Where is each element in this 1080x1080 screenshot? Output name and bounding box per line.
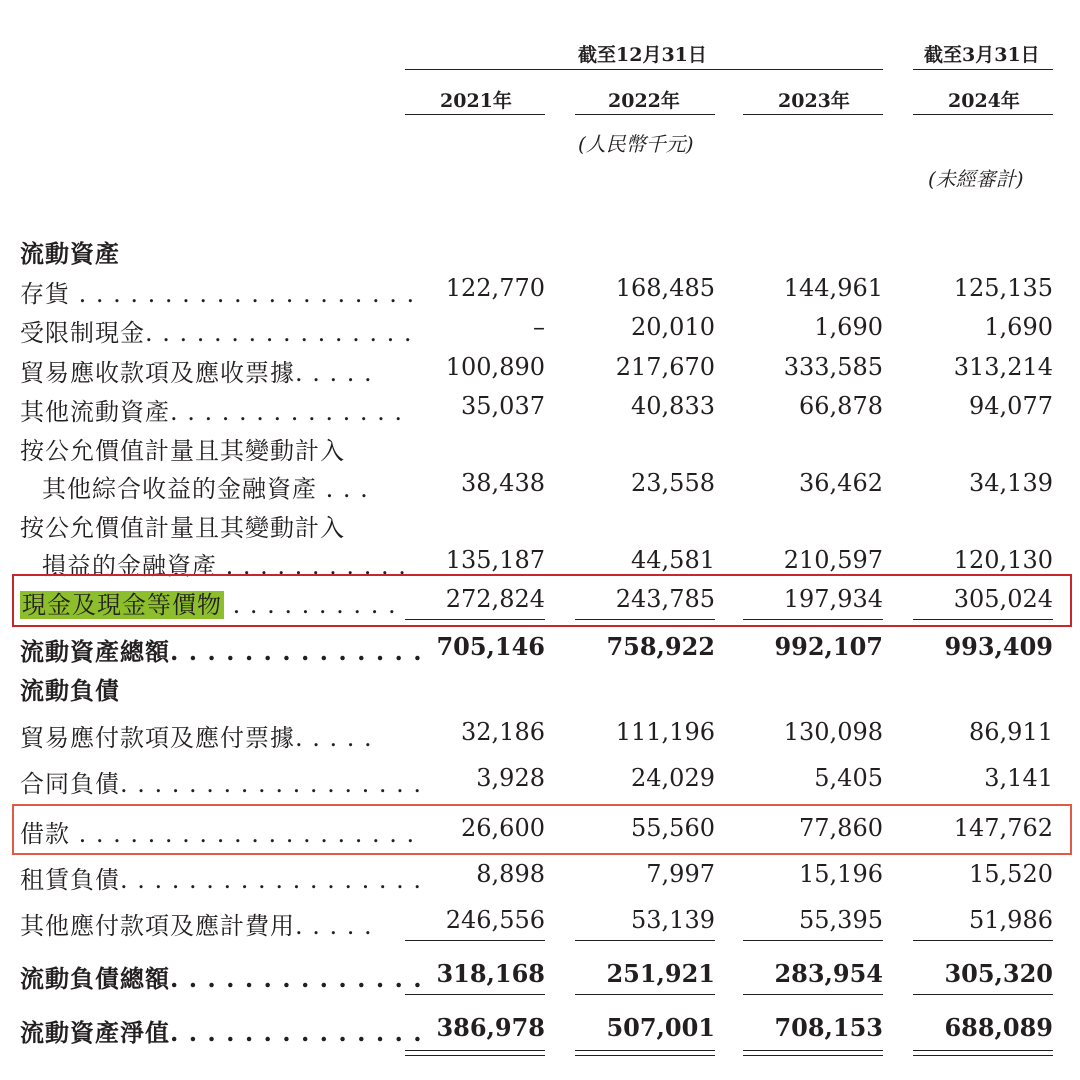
row-label-net-current-assets: 流動資產淨值. . . . . . . . . . . . . . <box>20 1018 423 1047</box>
header-rule <box>913 69 1053 70</box>
year-2022: 2022年 <box>608 90 680 112</box>
cell-2023: 66,878 <box>799 392 883 420</box>
subtotal-rule <box>405 940 545 941</box>
row-label: 其他流動資產. . . . . . . . . . . . . . <box>20 398 403 426</box>
cell-2021: 26,600 <box>461 814 545 842</box>
cell-2022: 217,670 <box>615 353 715 381</box>
cell-2024: 688,089 <box>944 1013 1053 1042</box>
row-label: 貿易應付款項及應付票據. . . . . <box>20 724 373 752</box>
cell-2021: 8,898 <box>476 860 545 888</box>
cell-2023: 708,153 <box>774 1013 883 1042</box>
double-rule <box>913 1050 1053 1051</box>
cell-2023: 15,196 <box>799 860 883 888</box>
row-label-cont: 損益的金融資產 . . . . . . . . . . . <box>42 552 407 580</box>
cell-2023: 992,107 <box>774 632 883 661</box>
row-label: 按公允價值計量且其變動計入 <box>20 437 345 465</box>
unaudited-note: (未經審計) <box>928 167 1024 191</box>
cell-2021: 386,978 <box>436 1013 545 1042</box>
cell-2023: 1,690 <box>814 313 883 341</box>
cell-2021: 3,928 <box>476 764 545 792</box>
cell-2022: 7,997 <box>646 860 715 888</box>
cell-2023: 333,585 <box>783 353 883 381</box>
cell-2023: 283,954 <box>774 959 883 988</box>
double-rule <box>913 1055 1053 1056</box>
cell-2024: 147,762 <box>953 814 1053 842</box>
year-2021: 2021年 <box>440 90 512 112</box>
year-rule <box>405 114 545 115</box>
cell-2024: 305,024 <box>953 585 1053 613</box>
cell-2022: 168,485 <box>615 274 715 302</box>
subtotal-rule <box>913 619 1053 620</box>
year-2024: 2024年 <box>948 90 1020 112</box>
row-label: 租賃負債. . . . . . . . . . . . . . . . . . <box>20 866 423 894</box>
cell-2024: 125,135 <box>953 274 1053 302</box>
header-group-dec31: 截至12月31日 <box>578 44 707 66</box>
cell-2023: 130,098 <box>783 718 883 746</box>
cell-2021: 38,438 <box>461 469 545 497</box>
row-label-cash <box>20 585 397 620</box>
year-2023: 2023年 <box>778 90 850 112</box>
year-rule <box>743 114 883 115</box>
cell-2023: 197,934 <box>783 585 883 613</box>
row-label: 其他應付款項及應計費用. . . . . <box>20 912 373 940</box>
cell-2021: 705,146 <box>436 632 545 661</box>
cell-2021: 35,037 <box>461 392 545 420</box>
cell-2024: 34,139 <box>969 469 1053 497</box>
double-rule <box>575 1050 715 1051</box>
subtotal-rule <box>913 994 1053 995</box>
cell-2022: 53,139 <box>631 906 715 934</box>
double-rule <box>405 1050 545 1051</box>
double-rule <box>575 1055 715 1056</box>
cell-2022: 24,029 <box>631 764 715 792</box>
cell-2022: 251,921 <box>606 959 715 988</box>
subtotal-rule <box>575 994 715 995</box>
cell-2024: 305,320 <box>944 959 1053 988</box>
cell-2024: 51,986 <box>969 906 1053 934</box>
subtotal-rule <box>405 619 545 620</box>
section-current-liabilities: 流動負債 <box>20 676 120 705</box>
row-label: 按公允價值計量且其變動計入 <box>20 514 345 542</box>
text-highlight: 現金及現金等價物 <box>22 591 222 619</box>
cell-2022: 111,196 <box>615 718 715 746</box>
double-rule <box>743 1055 883 1056</box>
cell-2022: 243,785 <box>615 585 715 613</box>
year-rule <box>913 114 1053 115</box>
header-group-mar31: 截至3月31日 <box>924 44 1040 66</box>
cell-2023: 210,597 <box>783 546 883 574</box>
cell-2021: 318,168 <box>436 959 545 988</box>
cell-2024: 993,409 <box>944 632 1053 661</box>
subtotal-rule <box>575 619 715 620</box>
row-label: 合同負債. . . . . . . . . . . . . . . . . . <box>20 770 423 798</box>
row-label-borrowings: 借款 . . . . . . . . . . . . . . . . . . . . <box>20 820 416 848</box>
cell-2024: 313,214 <box>953 353 1053 381</box>
cell-2022: 55,560 <box>631 814 715 842</box>
leader-dots: . . . . . . . . . . <box>224 591 397 619</box>
cell-2024: 1,690 <box>984 313 1053 341</box>
subtotal-rule <box>743 940 883 941</box>
cell-2021: – <box>533 313 545 341</box>
subtotal-rule <box>913 940 1053 941</box>
row-label: 存貨 . . . . . . . . . . . . . . . . . . . . <box>20 280 416 308</box>
cell-2022: 507,001 <box>606 1013 715 1042</box>
cell-2021: 272,824 <box>445 585 545 613</box>
double-rule <box>405 1055 545 1056</box>
cell-2021: 135,187 <box>445 546 545 574</box>
cell-2021: 246,556 <box>445 906 545 934</box>
cell-2021: 100,890 <box>445 353 545 381</box>
row-label: 受限制現金. . . . . . . . . . . . . . . . <box>20 319 413 347</box>
cell-2023: 144,961 <box>783 274 883 302</box>
double-rule <box>743 1050 883 1051</box>
subtotal-rule <box>405 994 545 995</box>
unit-note: (人民幣千元) <box>578 132 694 156</box>
cell-2023: 77,860 <box>799 814 883 842</box>
header-rule <box>405 69 883 70</box>
cell-2024: 120,130 <box>953 546 1053 574</box>
row-label-total-liabilities: 流動負債總額. . . . . . . . . . . . . . <box>20 964 423 993</box>
row-label-total-assets: 流動資產總額. . . . . . . . . . . . . . <box>20 637 423 666</box>
cell-2022: 23,558 <box>631 469 715 497</box>
section-current-assets: 流動資產 <box>20 239 120 268</box>
cell-2023: 36,462 <box>799 469 883 497</box>
row-label: 貿易應收款項及應收票據. . . . . <box>20 359 373 387</box>
cell-2023: 5,405 <box>814 764 883 792</box>
cell-2023: 55,395 <box>799 906 883 934</box>
cell-2022: 40,833 <box>631 392 715 420</box>
row-label-cont: 其他綜合收益的金融資產 . . . <box>42 475 369 503</box>
cell-2022: 758,922 <box>606 632 715 661</box>
cell-2022: 20,010 <box>631 313 715 341</box>
cell-2021: 32,186 <box>461 718 545 746</box>
cell-2024: 94,077 <box>969 392 1053 420</box>
cell-2022: 44,581 <box>631 546 715 574</box>
year-rule <box>575 114 715 115</box>
subtotal-rule <box>743 994 883 995</box>
cell-2021: 122,770 <box>445 274 545 302</box>
cell-2024: 15,520 <box>969 860 1053 888</box>
subtotal-rule <box>575 940 715 941</box>
subtotal-rule <box>743 619 883 620</box>
cell-2024: 86,911 <box>969 718 1053 746</box>
cell-2024: 3,141 <box>984 764 1053 792</box>
